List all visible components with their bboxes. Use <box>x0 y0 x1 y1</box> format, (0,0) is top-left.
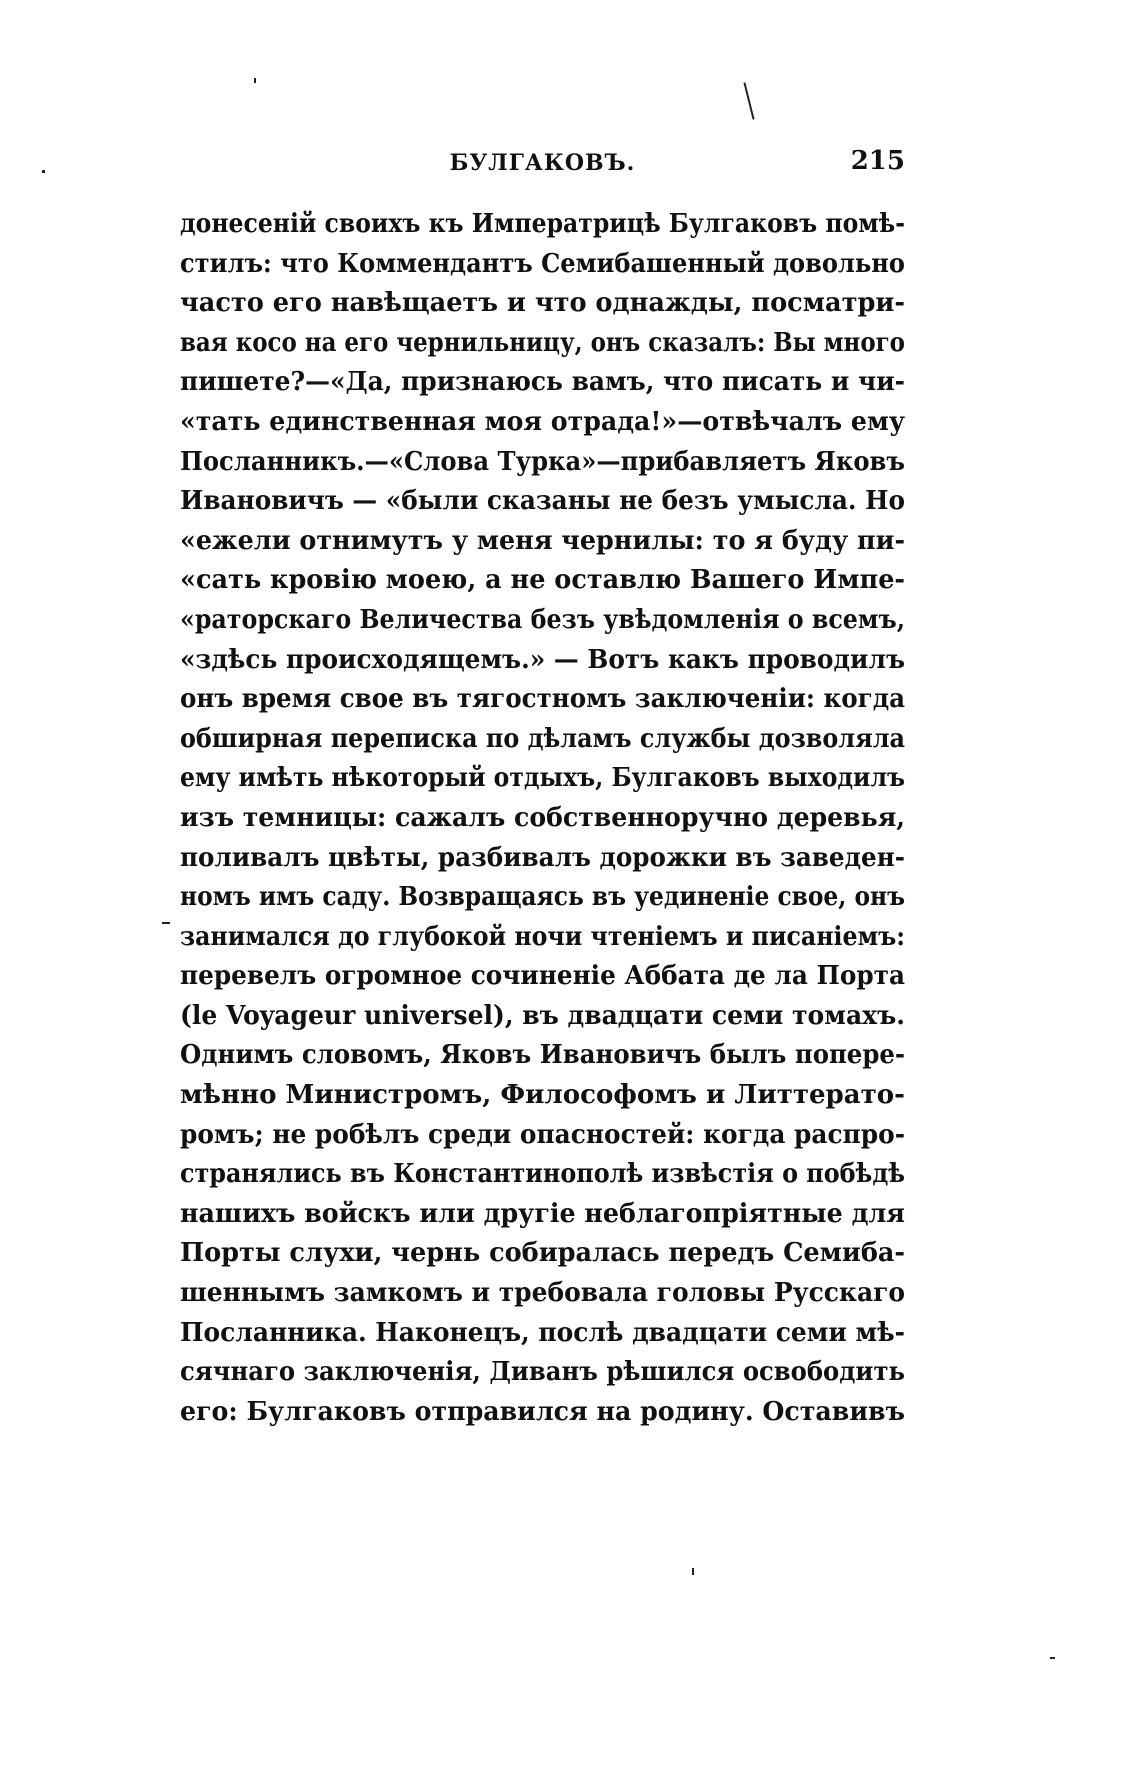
scan-mark <box>743 82 754 119</box>
text-line <box>180 561 905 601</box>
text-line <box>180 245 905 285</box>
text-line-content: шеннымъ замкомъ и требовала головы Русскаго <box>180 1278 906 1309</box>
scan-mark <box>162 922 170 924</box>
text-line-content: ромъ; не робѣлъ среди опасностей: когда распро- <box>180 1119 906 1150</box>
text-line <box>180 363 905 403</box>
text-line <box>180 1155 905 1195</box>
text-line-content: (le Voyageur universel), въ двадцати семи томахъ. <box>180 1000 905 1031</box>
text-line <box>180 1036 905 1076</box>
scan-mark <box>254 78 256 83</box>
text-line <box>180 601 905 641</box>
text-line-content: вая косо на его чернильницу, онъ сказалъ: Вы много <box>180 327 905 358</box>
text-line-content: Ивановичъ — «были сказаны не безъ умысла. Но <box>180 486 906 517</box>
text-line-content: нашихъ войскъ или другіе неблагопріятные для <box>180 1198 905 1229</box>
text-line <box>180 1076 905 1116</box>
text-line <box>180 1393 905 1433</box>
text-line <box>180 482 905 522</box>
text-line-content: ему имѣть нѣкоторый отдыхъ, Булгаковъ выходилъ <box>180 763 906 794</box>
text-line-content: «раторскаго Величества безъ увѣдомленія о всемъ, <box>180 604 905 635</box>
text-line <box>180 641 905 681</box>
text-line-content: донесеній своихъ къ Императрицѣ Булгаковъ помѣ- <box>180 209 905 239</box>
text-line <box>180 1234 905 1274</box>
text-line <box>180 443 905 483</box>
text-line <box>180 1195 905 1235</box>
text-line <box>180 284 905 324</box>
page-number: 215 <box>850 146 905 176</box>
text-line-content: онъ время свое въ тягостномъ заключеніи: когда <box>180 684 906 715</box>
text-line <box>180 720 905 760</box>
text-line-content: часто его навѣщаетъ и что однажды, посматри- <box>180 288 905 319</box>
text-line <box>180 759 905 799</box>
text-line-content: занимался до глубокой ночи чтеніемъ и писаніемъ: <box>180 921 906 952</box>
text-line-content: «здѣсь происходящемъ.» — Вотъ какъ проводилъ <box>180 644 905 675</box>
text-line <box>180 918 905 958</box>
text-line <box>180 878 905 918</box>
text-line <box>180 839 905 879</box>
text-line <box>180 324 905 364</box>
text-line-content: пишете?—«Да, признаюсь вамъ, что писать и чи- <box>180 367 905 398</box>
text-line-content: Посланника. Наконецъ, послѣ двадцати семи мѣ- <box>180 1317 905 1348</box>
text-line-content: поливалъ цвѣты, разбивалъ дорожки въ заведен- <box>180 842 905 873</box>
text-line <box>180 957 905 997</box>
text-line-content: «ежели отнимутъ у меня чернилы: то я буду пи- <box>180 525 906 556</box>
text-line-content: его: Булгаковъ отправился на родину. Оставивъ <box>180 1396 905 1427</box>
text-line <box>180 522 905 562</box>
text-line <box>180 997 905 1037</box>
text-line <box>180 1353 905 1393</box>
text-line-content: мѣнно Министромъ, Философомъ и Литтерато- <box>180 1080 905 1111</box>
running-head: БУЛГАКОВЪ. <box>449 150 636 176</box>
scan-mark <box>42 170 45 173</box>
text-line <box>180 1314 905 1354</box>
text-line-content: Посланникъ.—«Слова Турка»—прибавляетъ Яковъ <box>180 446 905 477</box>
text-line-content: стилъ: что Коммендантъ Семибашенный довольно <box>180 248 905 279</box>
text-line-content: номъ имъ саду. Возвращаясь въ уединеніе свое, онъ <box>180 882 906 913</box>
text-line <box>180 1274 905 1314</box>
text-line-content: обширная переписка по дѣламъ службы дозволяла <box>180 723 906 754</box>
text-line <box>180 680 905 720</box>
text-line-content: «сать кровію моею, а не оставлю Вашего Импе- <box>180 565 906 596</box>
body-text <box>180 205 905 1432</box>
text-line-content: сячнаго заключенія, Диванъ рѣшился освободить <box>180 1357 905 1388</box>
text-line-content: перевелъ огромное сочиненіе Аббата де ла Порта <box>180 961 906 992</box>
text-line <box>180 1116 905 1156</box>
text-line-content: изъ темницы: сажалъ собственноручно деревья, <box>180 802 906 833</box>
text-line-content: странялись въ Константинополѣ извѣстія о побѣдѣ <box>180 1159 905 1190</box>
text-line-content: «тать единственная моя отрада!»—отвѣчалъ ему <box>180 406 906 437</box>
text-line <box>180 403 905 443</box>
text-line-content: Однимъ словомъ, Яковъ Ивановичъ былъ попере- <box>180 1040 906 1071</box>
text-line <box>180 205 905 245</box>
text-line-content: Порты слухи, чернь собиралась передъ Семиба- <box>180 1238 906 1269</box>
text-line <box>180 799 905 839</box>
page-header <box>180 146 905 186</box>
scan-mark <box>692 1568 694 1575</box>
scan-mark <box>1050 1657 1055 1659</box>
